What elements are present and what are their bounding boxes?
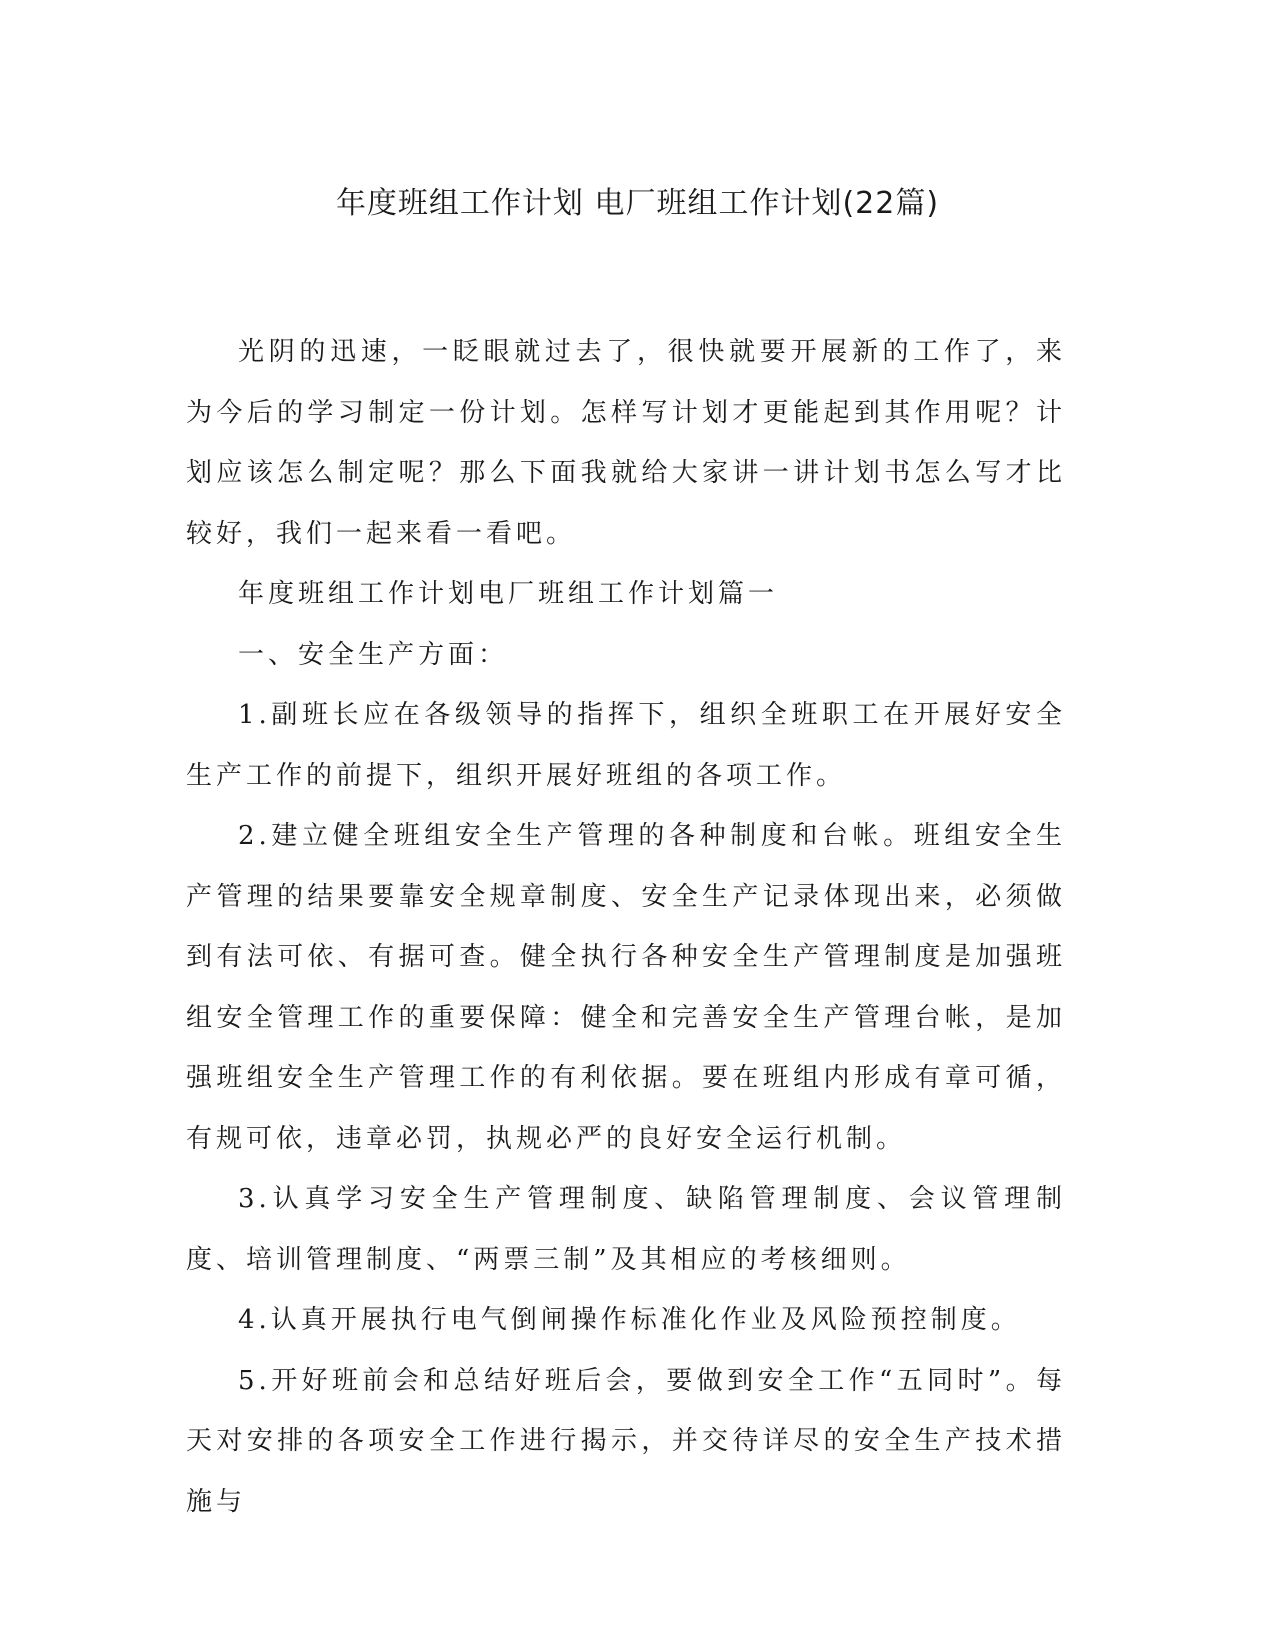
list-item: 5.开好班前会和总结好班后会，要做到安全工作“五同时”。每天对安排的各项安全工作进行揭示，并交待详尽的安全生产技术措施与 xyxy=(186,1365,1066,1517)
list-item: 2.建立健全班组安全生产管理的各种制度和台帐。班组安全生产管理的结果要靠安全规章制度、安全生产记录体现出来，必须做到有法可依、有据可查。健全执行各种安全生产管理制度是加强班组安全管理工作的重要保障：健全和完善安全生产管理台帐，是加强班组安全生产管理工作的有利依据。要在班组内形成有章可循，有规可依，违章必罚，执规必严的良好安全运行机制。 xyxy=(186,821,1066,1154)
intro-paragraph: 光阴的迅速，一眨眼就过去了，很快就要开展新的工作了，来为今后的学习制定一份计划。怎样写计划才更能起到其作用呢？计划应该怎么制定呢？那么下面我就给大家讲一讲计划书怎么写才比较好，我们一起来看一看吧。 xyxy=(186,337,1066,549)
list-item: 3.认真学习安全生产管理制度、缺陷管理制度、会议管理制度、培训管理制度、“两票三制”及其相应的考核细则。 xyxy=(186,1184,1066,1275)
subsection-heading: 一、安全生产方面： xyxy=(238,639,509,670)
document-body xyxy=(186,322,1066,1532)
section-heading: 年度班组工作计划电厂班组工作计划篇一 xyxy=(238,579,779,609)
document-title: 年度班组工作计划 电厂班组工作计划(22篇) xyxy=(335,186,940,221)
list-item: 1.副班长应在各级领导的指挥下，组织全班职工在开展好安全生产工作的前提下，组织开展好班组的各项工作。 xyxy=(186,700,1066,791)
list-item: 4.认真开展执行电气倒闸操作标准化作业及风险预控制度。 xyxy=(238,1305,1021,1335)
